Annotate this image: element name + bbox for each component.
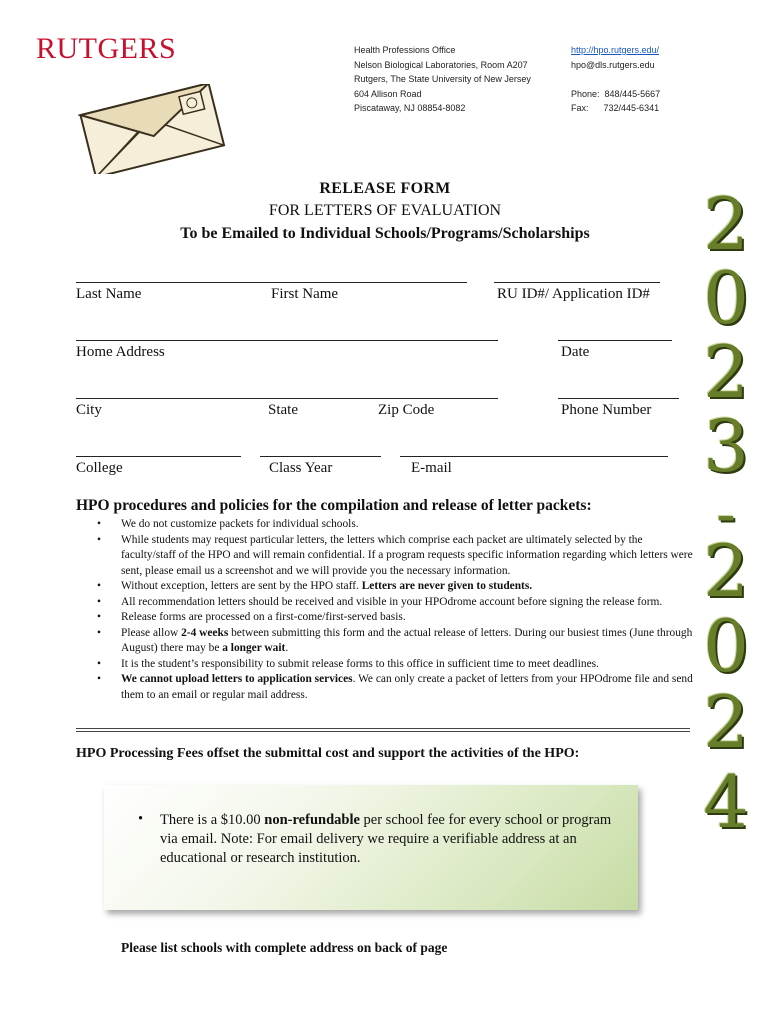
email-text: hpo@dls.rutgers.edu bbox=[571, 59, 655, 70]
year-digit: 4 bbox=[703, 760, 749, 844]
college-input-line[interactable] bbox=[76, 456, 241, 457]
policy-item: • Please allow 2-4 weeks between submitting this form and the actual release of letters. During our busiest times (June through August) there may be a longer wait. bbox=[97, 626, 693, 657]
college-label: College bbox=[76, 460, 123, 476]
phone-input-line[interactable] bbox=[558, 398, 679, 399]
city-state-zip-input-line[interactable] bbox=[76, 398, 498, 399]
office-address bbox=[354, 43, 531, 116]
rutgers-logo-text: RUTGERS bbox=[36, 32, 177, 65]
section-divider bbox=[76, 728, 690, 732]
city-label: City bbox=[76, 402, 102, 418]
date-label: Date bbox=[561, 344, 590, 360]
year-digit: 2 bbox=[703, 330, 749, 414]
rutgers-logo bbox=[36, 34, 176, 64]
year-digit: 3 bbox=[703, 404, 749, 488]
policies-list bbox=[97, 517, 693, 703]
phone-value: 848/445-5667 bbox=[604, 88, 661, 99]
last-name-label: Last Name bbox=[76, 286, 142, 302]
form-subtitle: FOR LETTERS OF EVALUATION bbox=[268, 202, 502, 219]
office-line: 604 Allison Road bbox=[354, 88, 422, 99]
name-input-line[interactable] bbox=[76, 282, 467, 283]
home-address-input-line[interactable] bbox=[76, 340, 498, 341]
policy-item: • We cannot upload letters to application services. We can only create a packet of letters from your HPOdrome file and send them to an email or regular mail address. bbox=[97, 672, 693, 703]
office-contact bbox=[571, 43, 660, 116]
year-digit: 2 bbox=[703, 182, 749, 266]
year-digit: 2 bbox=[703, 680, 749, 764]
year-dash: - bbox=[716, 480, 736, 548]
fee-bullet: • bbox=[138, 811, 144, 827]
policy-item: • All recommendation letters should be received and visible in your HPOdrome account before signing the release form. bbox=[97, 595, 693, 611]
year-digit: 0 bbox=[703, 604, 749, 688]
date-input-line[interactable] bbox=[558, 340, 672, 341]
form-title: RELEASE FORM bbox=[319, 180, 451, 197]
website-link[interactable]: http://hpo.rutgers.edu/ bbox=[571, 45, 660, 55]
home-address-label: Home Address bbox=[76, 344, 165, 360]
form-instructions: To be Emailed to Individual Schools/Programs/Scholarships bbox=[180, 225, 590, 242]
policy-item: • It is the student’s responsibility to submit release forms to this office in sufficient time to meet deadlines. bbox=[97, 657, 693, 673]
fee-text: There is a $10.00 non-refundable per school fee for every school or program via email. Note: For email delivery we require a verifiable address at an educational or research institution. bbox=[160, 812, 612, 866]
fax-label: Fax: bbox=[571, 103, 589, 113]
fax-value: 732/445-6341 bbox=[603, 103, 660, 113]
class-year-input-line[interactable] bbox=[260, 456, 381, 457]
office-line: Rutgers, The State University of New Jersey bbox=[354, 74, 531, 84]
fee-box bbox=[104, 785, 638, 910]
office-line: Nelson Biological Laboratories, Room A207 bbox=[354, 59, 528, 70]
year-digit: 0 bbox=[703, 256, 749, 340]
fees-heading: HPO Processing Fees offset the submittal cost and support the activities of the HPO: bbox=[76, 746, 580, 761]
office-line: Piscataway, NJ 08854-8082 bbox=[354, 103, 466, 113]
ru-id-label: RU ID#/ Application ID# bbox=[497, 286, 650, 302]
class-year-label: Class Year bbox=[269, 460, 333, 476]
policies-heading: HPO procedures and policies for the compilation and release of letter packets: bbox=[76, 497, 592, 514]
phone-number-label: Phone Number bbox=[561, 402, 652, 418]
footer-note: Please list schools with complete address on back of page bbox=[121, 940, 448, 955]
email-input-line[interactable] bbox=[400, 456, 668, 457]
year-digit: 2 bbox=[703, 529, 749, 613]
phone-label: Phone: bbox=[571, 88, 600, 99]
office-line: Health Professions Office bbox=[354, 45, 456, 55]
state-label: State bbox=[268, 402, 298, 418]
policy-item: • While students may request particular letters, the letters which comprise each packet are ultimately selected by the faculty/staff of the HPO and will remain confidential. If a program requests specific information regarding which letters were sent, please email us a screenshot and we will provide you the necessary information. bbox=[97, 533, 693, 580]
policy-item: • Without exception, letters are sent by the HPO staff. Letters are never given to students. bbox=[97, 579, 693, 595]
policy-item: • Release forms are processed on a first-come/first-served basis. bbox=[97, 610, 693, 626]
envelope-icon bbox=[78, 84, 228, 174]
policy-item: • We do not customize packets for individual schools. bbox=[97, 517, 693, 533]
ru-id-input-line[interactable] bbox=[494, 282, 660, 283]
zip-label: Zip Code bbox=[378, 402, 435, 418]
first-name-label: First Name bbox=[271, 286, 339, 302]
email-label: E-mail bbox=[411, 460, 452, 476]
